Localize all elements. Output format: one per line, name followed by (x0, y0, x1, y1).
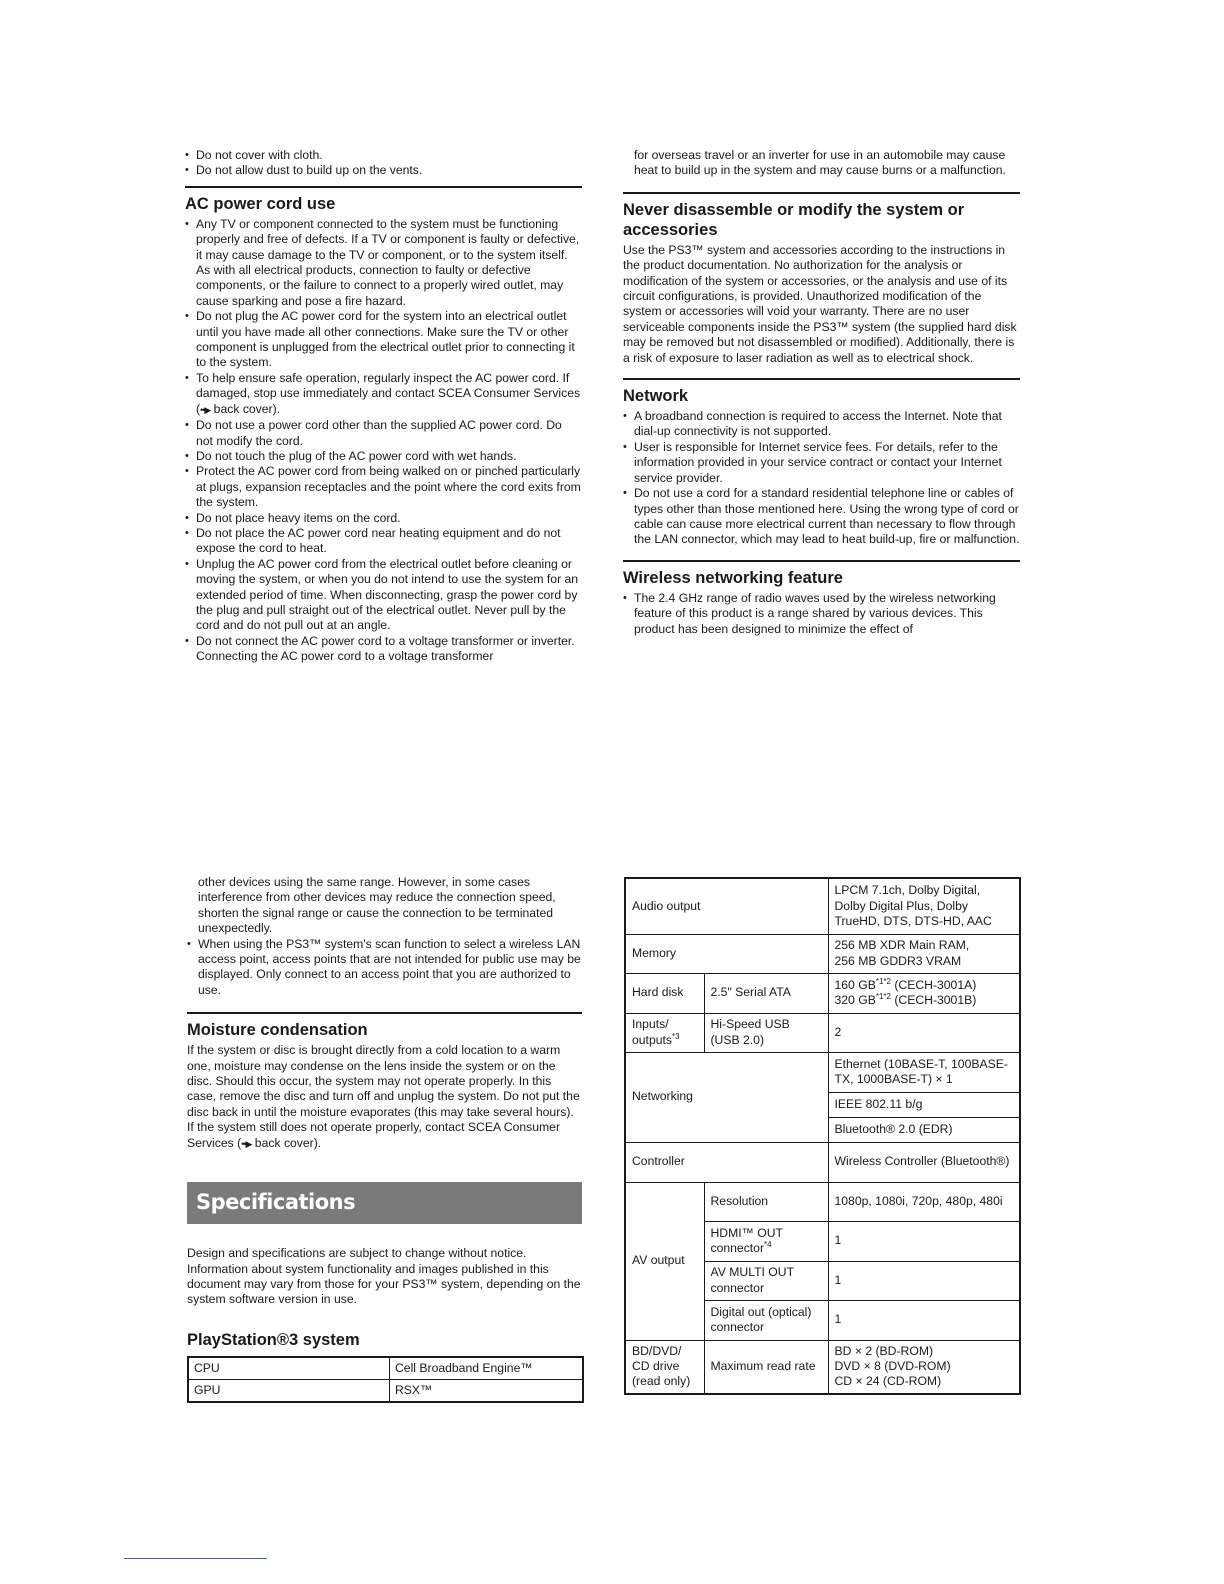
table-cell: 1 (828, 1221, 1020, 1261)
wireless-section (623, 560, 1020, 637)
table-row (625, 934, 1020, 973)
list-item: • Do not connect the AC power cord to a voltage transformer or inverter. Connecting the AC power cord to a voltage transformer (185, 634, 582, 665)
table-cell: 2.5" Serial ATA (704, 973, 828, 1013)
table-cell: Controller (625, 1142, 828, 1182)
cell-text: 320 GB (834, 993, 876, 1007)
section-heading: Network (623, 387, 689, 406)
paragraph: Use the PS3™ system and accessories according to the instructions in the product documentation. No authorization for the analysis or modification of the system or accessories, or the analysis and use of its circuit configurations, is provided. Unauthorized modification of the system or accessories will void your warranty. There are no user serviceable components inside the PS3™ system (the supplied hard disk may be removed but not disassembled or modified). Additionally, there is a risk of exposure to laser radiation as well as to electrical shock. (623, 242, 1017, 365)
bottom-left-column (187, 875, 582, 1403)
reference-arrow-icon: ••▶ (200, 404, 211, 415)
list-item: • Do not use a cord for a standard residential telephone line or cables of types other than those mentioned here. Using the wrong type of cord or cable can cause more electrical current than necessary to flow through the LAN connector, which may lead to heat build-up, fire or malfunction. (623, 486, 1020, 548)
list-item: • Do not touch the plug of the AC power cord with wet hands. (185, 449, 582, 464)
footnote-mark: *4 (764, 1239, 772, 1249)
cell-line (835, 993, 1014, 1008)
list-item: • Do not plug the AC power cord for the system into an electrical outlet until you have made all other connections. Make sure the TV or other component is unplugged from the electrical outlet prior to connecting it to the system. (185, 309, 582, 371)
table-cell: Bluetooth® 2.0 (EDR) (828, 1117, 1020, 1142)
footnote-mark: *1*2 (875, 976, 891, 986)
inspect-text: To help ensure safe operation, regularly inspect the AC power cord. If damaged, stop use immediately and contact SCEA Consumer Services ( (196, 370, 581, 416)
table-cell: Hard disk (625, 973, 704, 1013)
cell-line: BD × 2 (BD-ROM) (834, 1343, 934, 1358)
table-row (625, 973, 1020, 1013)
cell-line: CD × 24 (CD-ROM) (834, 1374, 942, 1389)
wireless-bullet-list-cont (187, 937, 582, 999)
table-cell: 2 (828, 1013, 1020, 1052)
top-left-column (185, 148, 582, 665)
network-section (623, 378, 1020, 548)
table-row (188, 1357, 583, 1380)
table-row (188, 1379, 583, 1402)
footnote-mark: *1*2 (875, 991, 891, 1001)
table-cell (625, 1013, 704, 1052)
reference-arrow-icon: ••▶ (241, 1138, 252, 1149)
cpu-gpu-table (187, 1356, 584, 1403)
table-row (625, 1340, 1020, 1394)
list-item: • A broadband connection is required to access the Internet. Note that dial-up connectivity is not supported. (623, 409, 1020, 440)
inspect-text-end: back cover). (210, 401, 281, 416)
table-row (625, 1052, 1020, 1092)
list-item: • Any TV or component connected to the system must be functioning properly and free of defects. If a TV or component is faulty or defective, it may cause damage to the TV or component, or to the system itself. As with all electrical products, connection to faulty or defective components, or the failure to connect to a properly wired outlet, may cause sparking and pose a fire hazard. (185, 217, 582, 309)
list-item: • Do not allow dust to build up on the vents. (185, 163, 582, 178)
table-cell: Cell Broadband Engine™ (390, 1357, 584, 1380)
section-heading: Never disassemble or modify the system or accessories (623, 200, 965, 239)
cell-text: 160 GB (834, 977, 876, 992)
ps3-system-heading: PlayStation®3 system (187, 1330, 360, 1349)
table-cell: AV output (625, 1182, 704, 1340)
table-cell: Maximum read rate (704, 1340, 828, 1394)
table-cell (828, 934, 1020, 973)
table-cell: 1 (828, 1261, 1020, 1300)
list-item: • Do not use a power cord other than the supplied AC power cord. Do not modify the cord. (185, 418, 582, 449)
moisture-text: If the system or disc is brought directly from a cold location to a warm one, moisture may condense on the lens inside the system or on the disc. Should this occur, the system may not operate properly. In this case, remove the disc and turn off and unplug the system. Do not put the disc back in until the moisture evaporates (this may take several hours). If the system still does not operate properly, contact SCEA Consumer Services ( (187, 1043, 580, 1150)
table-cell (828, 1340, 1020, 1394)
cell-line (835, 978, 1014, 993)
cell-line: 256 MB XDR Main RAM, (834, 938, 970, 953)
cell-text: (CECH-3001A) (890, 977, 977, 992)
list-item: • Do not cover with cloth. (185, 148, 582, 163)
table-cell: 1 (828, 1300, 1020, 1340)
paragraph (187, 1043, 582, 1152)
table-row (625, 878, 1020, 934)
top-right-column (623, 148, 1020, 637)
table-cell: Digital out (optical) connector (704, 1300, 828, 1340)
cell-line: DVD × 8 (DVD-ROM) (834, 1359, 951, 1374)
intro-bullet-list (185, 148, 582, 179)
table-cell: CPU (188, 1357, 390, 1380)
table-cell (828, 973, 1020, 1013)
ac-power-section (185, 186, 582, 665)
ac-bullet-list (185, 217, 582, 665)
table-cell: LPCM 7.1ch, Dolby Digital, Dolby Digital Plus, Dolby TrueHD, DTS, DTS-HD, AAC (828, 878, 1020, 934)
bottom-right-column (624, 877, 1021, 1395)
table-cell: Networking (625, 1052, 828, 1142)
moisture-text-end: back cover). (251, 1135, 322, 1150)
table-cell: Resolution (704, 1182, 828, 1221)
table-cell: AV MULTI OUT connector (704, 1261, 828, 1300)
table-cell: Ethernet (10BASE-T, 100BASE-TX, 1000BASE-T) × 1 (828, 1052, 1020, 1092)
list-item: • Protect the AC power cord from being walked on or pinched particularly at plugs, expansion receptacles and the point where the cord exits from the system. (185, 464, 582, 510)
list-item: • When using the PS3™ system's scan function to select a wireless LAN access point, access points that are not intended for public use may be displayed. Only connect to an access point that you are authorized to use. (187, 937, 582, 999)
table-cell: Audio output (625, 878, 828, 934)
list-item: • User is responsible for Internet service fees. For details, refer to the information provided in your service contract or contact your Internet service provider. (623, 440, 1020, 486)
list-item: • The 2.4 GHz range of radio waves used by the wireless networking feature of this product is a range shared by various devices. This product has been designed to minimize the effect of (623, 591, 1020, 637)
spec-table (624, 877, 1021, 1395)
cell-text: HDMI™ OUT connector (710, 1225, 783, 1255)
table-cell: RSX™ (390, 1379, 584, 1402)
section-heading: Wireless networking feature (623, 568, 843, 587)
footnote-mark: *3 (671, 1031, 680, 1041)
continued-text: for overseas travel or an inverter for use in an automobile may cause heat to build up in the system and may cause burns or a malfunction. (634, 148, 1006, 178)
moisture-section (187, 1012, 582, 1152)
table-cell: GPU (188, 1379, 390, 1402)
disassemble-section (623, 192, 1020, 366)
table-cell: IEEE 802.11 b/g (828, 1092, 1020, 1117)
cell-line: 256 MB GDDR3 VRAM (834, 953, 962, 968)
wireless-bullet-list (623, 591, 1020, 637)
section-heading: AC power cord use (185, 194, 336, 213)
specifications-banner: Specifications (187, 1182, 582, 1224)
table-cell (704, 1221, 828, 1261)
list-item: • Unplug the AC power cord from the electrical outlet before cleaning or moving the system, or when you do not intend to use the system for an extended period of time. When disconnecting, grasp the power cord by the plug and pull straight out of the electrical outlet. Never pull by the cord and do not pull out at an angle. (185, 557, 582, 634)
table-cell: Hi-Speed USB (USB 2.0) (704, 1013, 828, 1052)
table-cell: Memory (625, 934, 828, 973)
cell-text: (CECH-3001B) (890, 993, 977, 1007)
table-cell: 1080p, 1080i, 720p, 480p, 480i (828, 1182, 1020, 1221)
list-item: • Do not place the AC power cord near heating equipment and do not expose the cord to heat. (185, 526, 582, 557)
table-row (625, 1182, 1020, 1221)
network-bullet-list (623, 409, 1020, 548)
section-heading: Moisture condensation (187, 1021, 368, 1040)
specs-intro: Design and specifications are subject to change without notice. Information about system functionality and images published in this document may vary from those for your PS3™ system, depending on the system software version in use. (187, 1246, 581, 1307)
table-row (625, 1013, 1020, 1052)
footnote-rule (124, 1558, 267, 1559)
table-cell: BD/DVD/ CD drive (read only) (625, 1340, 704, 1394)
table-row (625, 1142, 1020, 1182)
cell-text: Inputs/ outputs (632, 1017, 672, 1047)
continued-text: other devices using the same range. However, in some cases interference from other devices may reduce the connection speed, shorten the signal range or cause the connection to be terminated unexpectedly. (198, 875, 556, 936)
list-item: • Do not place heavy items on the cord. (185, 511, 582, 526)
list-item (185, 371, 582, 418)
table-cell: Wireless Controller (Bluetooth®) (828, 1142, 1020, 1182)
